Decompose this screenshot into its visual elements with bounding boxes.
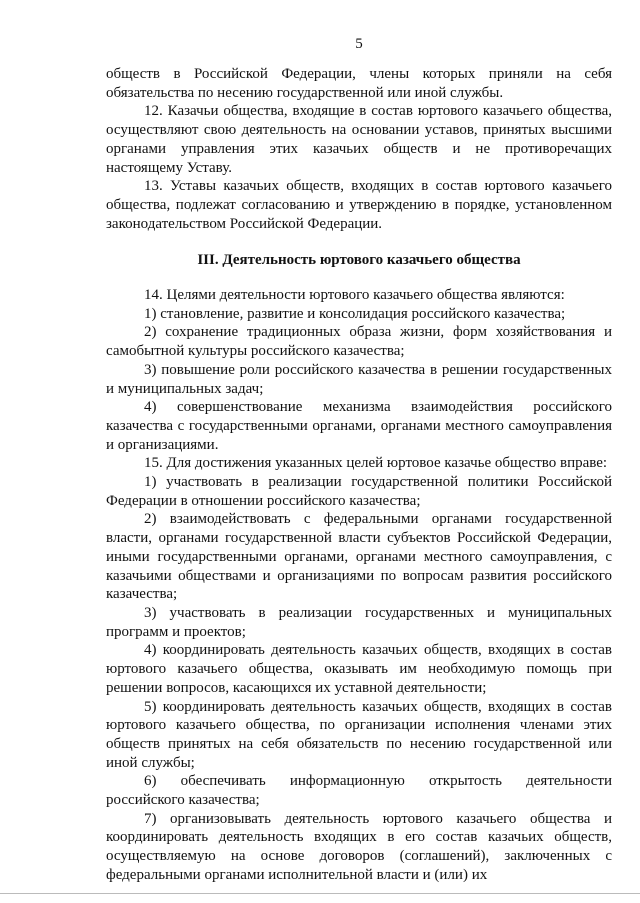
goal-item-3: 3) повышение роли российского казачества в решении государственных и муниципальных задач;	[106, 361, 612, 397]
page-number: 5	[355, 36, 363, 52]
scan-edge-line	[0, 893, 640, 894]
right-item-1: 1) участвовать в реализации государственной политики Российской Федерации в отношении российского казачества;	[106, 474, 612, 509]
paragraph-12: 12. Казачьи общества, входящие в состав юртового казачьего общества, осуществляют свою деятельность на основании уставов, принятых высшими органами управления этих казачьих обществ и не противоречащих настоящему Уставу.	[106, 103, 612, 176]
right-item-5: 5) координировать деятельность казачьих обществ, входящих в состав юртового казачьего общества, по организации исполнения членами этих обществ принятых на себя обязательств по несению государственной или иной службы;	[106, 698, 612, 771]
right-item-2: 2) взаимодействовать с федеральными органами государственной власти, органами государственной власти субъектов Российской Федерации, иными государственными органами, органами местного самоуправления, с казачьими обществами и организациями по вопросам развития российского казачества;	[106, 511, 612, 603]
section-title: III. Деятельность юртового казачьего общества	[197, 252, 521, 269]
paragraph-15: 15. Для достижения указанных целей юртовое казачье общество вправе:	[144, 455, 608, 472]
right-item-4: 4) координировать деятельность казачьих обществ, входящих в состав юртового казачьего общества, оказывать им необходимую помощь при решении вопросов, касающихся их уставной деятельности;	[106, 642, 612, 696]
right-item-7: 7) организовывать деятельность юртового казачьего общества и координировать деятельность входящих в его состав казачьих обществ, осуществляемую на основе договоров (соглашений), заключенных с федеральными органами исполнительной власти и (или) их	[106, 810, 612, 883]
goal-item-1: 1) становление, развитие и консолидация российского казачества;	[144, 305, 566, 322]
goal-item-4: 4) совершенствование механизма взаимодействия российского казачества с государственными органами, органами местного самоуправления и организациями.	[106, 399, 612, 453]
right-item-3: 3) участвовать в реализации государственных и муниципальных программ и проектов;	[106, 604, 612, 640]
goal-item-2: 2) сохранение традиционных образа жизни, форм хозяйствования и самобытной культуры российского казачества;	[106, 324, 612, 360]
paragraph-continuation: обществ в Российской Федерации, члены которых приняли на себя обязательства по несению государственной или иной службы.	[106, 66, 612, 101]
right-item-6: 6) обеспечивать информационную открытость деятельности российского казачества;	[106, 773, 612, 809]
paragraph-14: 14. Целями деятельности юртового казачьего общества являются:	[144, 287, 565, 304]
paragraph-13: 13. Уставы казачьих обществ, входящих в состав юртового казачьего общества, подлежат согласованию и утверждению в порядке, установленном законодательством Российской Федерации.	[106, 178, 612, 232]
